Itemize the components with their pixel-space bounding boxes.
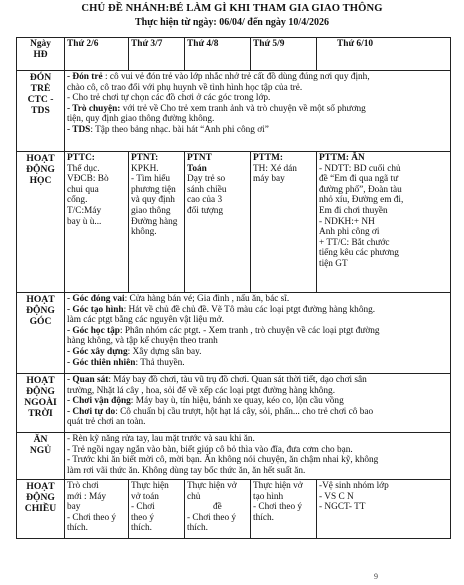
label-line: HOẠT	[26, 375, 55, 386]
page-number: 9	[374, 572, 378, 581]
goc-text: : Hát về chủ đề chủ đề. Vẽ Tô màu các loại ptgt đường hàng không.	[123, 304, 376, 315]
chieu-thu-line: tạo hình	[253, 491, 284, 502]
goc-text: : Cửa hàng bán vé; Gia đình , nấu ăn, bác sĩ.	[124, 294, 290, 304]
chieu-wed-line: - Chơi theo ý	[187, 512, 237, 523]
label-line: ĐỘNG	[26, 386, 55, 397]
hoc-wed-line: đối tượng	[187, 205, 224, 216]
hoc-tue-line: - Tìm hiểu	[131, 174, 171, 185]
header-row	[17, 38, 451, 71]
tro-chuyen-text: với trẻ về Cho trẻ xem tranh ảnh và trò chuyện về một số phương	[120, 103, 366, 114]
chieu-fri-cell	[317, 480, 451, 539]
goc-text: : Xây dựng sân bay.	[127, 346, 202, 357]
an-ngu-line: - Trẻ ngồi ngay ngắn vào bàn, biết giúp cô bỏ thìa vào đĩa, đưa cơm cho bạn.	[67, 444, 353, 455]
ngoai-troi-text: quát trẻ chơi an toàn.	[67, 417, 146, 428]
don-tre-text: chào cô, cô trao đổi với phụ huynh về tình hình học tập của trẻ.	[67, 82, 303, 93]
hoc-wed-cell	[185, 152, 251, 293]
ngoai-troi-text: : Cô chuẩn bị cầu trượt, hột hạt lá cây, sỏi, phấn... cho trẻ chơi cô bao	[115, 406, 374, 417]
hoc-thu-line: máy bay	[253, 174, 285, 185]
hoc-mon-line: chui qua	[67, 184, 99, 195]
label-line: ĂN	[33, 434, 48, 445]
chieu-thu-line: - Chơi theo ý	[253, 502, 303, 513]
hoc-fri-line: tiếng kêu các phương	[319, 248, 399, 259]
chieu-tue-line: Thực hiện	[131, 481, 169, 491]
chieu-thu-cell	[251, 480, 317, 539]
chieu-mon-line: thích.	[67, 523, 88, 534]
chieu-wed-cell	[185, 480, 251, 539]
hoc-fri-line: - NDTT: BD cuối chủ	[319, 163, 401, 174]
chieu-wed-line: Thực hiện vở chủ	[187, 481, 237, 502]
hoc-fri-line: - NDKH:+ NH	[319, 216, 375, 227]
label-line: CHIỀU	[24, 503, 57, 514]
hoc-fri-line: tiện GT	[319, 258, 348, 269]
hoc-fri-cell	[317, 152, 451, 293]
hoc-mon-head: PTTC:	[67, 153, 95, 163]
label-line: NGỦ	[29, 445, 52, 456]
hoc-mon-line: Thể dục.	[67, 163, 100, 174]
an-ngu-line: - Trước khi ăn biết mời cô, mời bạn. Ăn không nói chuyện, ăn chậm nhai kỹ, không	[67, 455, 379, 466]
page-subtitle: Thực hiện từ ngày: 06/04/ đến ngày 10/4/2026	[135, 17, 329, 28]
day-header-thu: Thứ 5/9	[251, 38, 317, 71]
label-line: ĐỘNG	[26, 305, 55, 316]
hoc-fri-line: đề “Em đi qua ngã tư	[319, 174, 399, 185]
day-label-hd: HĐ	[33, 49, 48, 60]
chieu-mon-line: Trò chơi	[67, 481, 99, 491]
an-ngu-line: - Rèn kỹ năng rửa tay, lau mặt trước và sau khi ăn.	[67, 434, 255, 444]
chieu-fri-line: - NGCT- TT	[319, 502, 366, 513]
ngoai-troi-head: - Chơi tự do	[67, 406, 116, 417]
goc-text: làm các ptgt bằng các nguyên vật liệu mở.	[67, 315, 224, 326]
ngoai-troi-text: : Máy bay đồ chơi, tàu vũ trụ đồ chơi. Quan sát thời tiết, dạo chơi sân	[108, 375, 367, 385]
hoc-tue-line: phương tiện	[131, 184, 176, 195]
page-title: CHỦ ĐỀ NHÁNH:BÉ LÀM GÌ KHI THAM GIA GIAO THÔNG	[81, 3, 383, 14]
hoc-tue-head: PTNT:	[131, 153, 159, 163]
tds-text: : Tập theo bảng nhạc. bài hát “Anh phi công ơi”	[90, 124, 269, 135]
hoc-fri-line: nhỏ xíu, Đường em đi,	[319, 195, 404, 206]
day-header-tue: Thứ 3/7	[129, 38, 185, 71]
don-tre-text: - Cho trẻ chơi tự chọn các đồ chơi ở các góc trong lớp.	[67, 93, 271, 104]
goc-head: - Góc tạo hình	[67, 304, 124, 315]
hoat-dong-goc-content	[65, 293, 451, 374]
label-line: CTC -	[27, 94, 54, 105]
schedule-table	[16, 37, 451, 539]
hoc-tue-line: và quy định	[131, 195, 175, 206]
hoc-tue-cell	[129, 152, 185, 293]
chieu-thu-line: Thực hiện vở	[253, 481, 303, 491]
chieu-wed-line: đề	[213, 502, 222, 513]
don-tre-text: : cô vui vẻ đón trẻ vào lớp nhắc nhở trẻ cất đồ dùng đúng nơi quy định,	[102, 72, 370, 82]
label-line: HOẠT	[26, 153, 55, 164]
chieu-wed-line: thích.	[187, 523, 208, 534]
label-line: HỌC	[29, 175, 52, 186]
hoc-wed-line: Dạy trẻ so	[187, 174, 226, 185]
ngoai-troi-content	[65, 374, 451, 433]
hoc-fri-line: Em đi chơi thuyền	[319, 205, 388, 216]
section-label-ngoai-troi	[17, 374, 65, 433]
label-line: GÓC	[29, 316, 52, 327]
day-header-fri: Thứ 6/10	[317, 38, 451, 71]
tds-head: - TDS	[67, 124, 91, 135]
label-line: TRỜI	[28, 408, 53, 419]
chieu-fri-line: - VS C N	[319, 491, 354, 502]
label-line: HOẠT	[26, 481, 55, 492]
ngoai-troi-text: : Máy bay ù, tín hiệu, bánh xe quay, kéo co, lộn cầu vồng	[130, 396, 344, 407]
hoc-tue-line: Đường hàng	[131, 216, 178, 227]
goc-text: : Phân nhóm các ptgt. - Xem tranh , trò chuyện về các loại ptgt đường	[119, 325, 380, 336]
hoc-wed-line: sánh chiều	[187, 184, 227, 195]
chieu-tue-line: thích.	[131, 523, 152, 534]
chieu-mon-line: bay	[67, 502, 81, 513]
hoc-thu-head: PTTM:	[253, 153, 283, 163]
chieu-tue-cell	[129, 480, 185, 539]
hoc-mon-line: bay ù ù...	[67, 216, 102, 227]
label-line: NGOÀI	[24, 397, 57, 408]
row-an-ngu	[17, 433, 451, 480]
row-hoat-dong-hoc	[17, 152, 451, 293]
day-header-mon: Thứ 2/6	[65, 38, 129, 71]
hoc-tue-line: KPKH.	[131, 163, 159, 174]
row-don-tre	[17, 71, 451, 152]
chieu-tue-line: - Chơi	[131, 502, 155, 513]
chieu-mon-cell	[65, 480, 129, 539]
tro-chuyen-head: - Trò chuyện:	[67, 103, 121, 114]
goc-text: : Thả thuyền.	[135, 357, 185, 368]
day-label-ngay: Ngày	[30, 39, 51, 49]
hoc-fri-line: + TT/C: Bắt chước	[319, 237, 390, 248]
label-line: HOẠT	[26, 294, 55, 305]
hoc-fri-line: Anh phi công ơi	[319, 227, 380, 238]
tro-chuyen-text: tiện, quy định giao thông đường không.	[67, 114, 215, 125]
hoc-tue-line: giao thông	[131, 205, 171, 216]
label-line: ĐÓN	[29, 72, 52, 83]
goc-text: hàng không, và tập kể chuyện theo tranh	[67, 336, 218, 347]
hoc-wed-line: cao của 3	[187, 195, 223, 206]
row-hoat-dong-goc	[17, 293, 451, 374]
chieu-fri-line: -Vệ sinh nhóm lớp	[319, 481, 389, 491]
chieu-mon-line: - Chơi theo ý	[67, 512, 117, 523]
hoc-tue-line: không.	[131, 227, 157, 238]
don-tre-content	[65, 71, 451, 152]
hoc-thu-cell	[251, 152, 317, 293]
chieu-mon-line: mới : Máy	[67, 491, 107, 502]
label-line: ĐỘNG	[26, 164, 55, 175]
section-label-hoat-dong-hoc	[17, 152, 65, 293]
section-label-hoat-dong-chieu	[17, 480, 65, 539]
goc-head: - Góc đóng vai	[67, 294, 125, 304]
hoc-thu-line: TH: Xé dán	[253, 163, 297, 174]
an-ngu-content	[65, 433, 451, 480]
goc-head: - Góc thiên nhiên	[67, 357, 136, 368]
ngoai-troi-text: trường, Nhặt lá cây , hoa, sỏi để về xếp các loại ptgt đường hàng không.	[67, 385, 336, 396]
label-line: ĐỘNG	[26, 492, 55, 503]
section-label-an-ngu	[17, 433, 65, 480]
ngoai-troi-head: - Quan sát	[67, 375, 109, 385]
hoc-wed-head: PTNT	[187, 153, 212, 163]
day-label-cell	[17, 38, 65, 71]
hoc-mon-line: VĐCB: Bò	[67, 174, 109, 185]
hoc-wed-subject: Toán	[187, 163, 207, 174]
chieu-tue-line: vở toán	[131, 491, 159, 502]
row-ngoai-troi	[17, 374, 451, 433]
goc-head: - Góc xây dựng	[67, 346, 128, 357]
section-label-hoat-dong-goc	[17, 293, 65, 374]
hoc-mon-line: T/C:Máy	[67, 205, 102, 216]
section-label-don-tre	[17, 71, 65, 152]
hoc-fri-line: đường phố”, Đoàn tàu	[319, 184, 402, 195]
hoc-mon-cell	[65, 152, 129, 293]
chieu-tue-line: theo ý	[131, 512, 154, 523]
don-tre-head: - Đón trẻ	[67, 72, 103, 82]
label-line: TDS	[31, 105, 50, 116]
ngoai-troi-head: - Chơi vận động	[67, 396, 131, 407]
hoc-mon-line: cổng.	[67, 195, 88, 206]
day-header-wed: Thứ 4/8	[185, 38, 251, 71]
an-ngu-line: làm rơi vãi thức ăn. Không dùng tay bốc thức ăn, ăn hết suất ăn.	[67, 465, 306, 476]
label-line: TRẺ	[30, 83, 51, 94]
row-hoat-dong-chieu	[17, 480, 451, 539]
chieu-thu-line: thích.	[253, 512, 274, 523]
hoc-fri-head: PTTM: ÂN	[319, 153, 365, 163]
goc-head: - Góc học tập	[67, 325, 120, 336]
